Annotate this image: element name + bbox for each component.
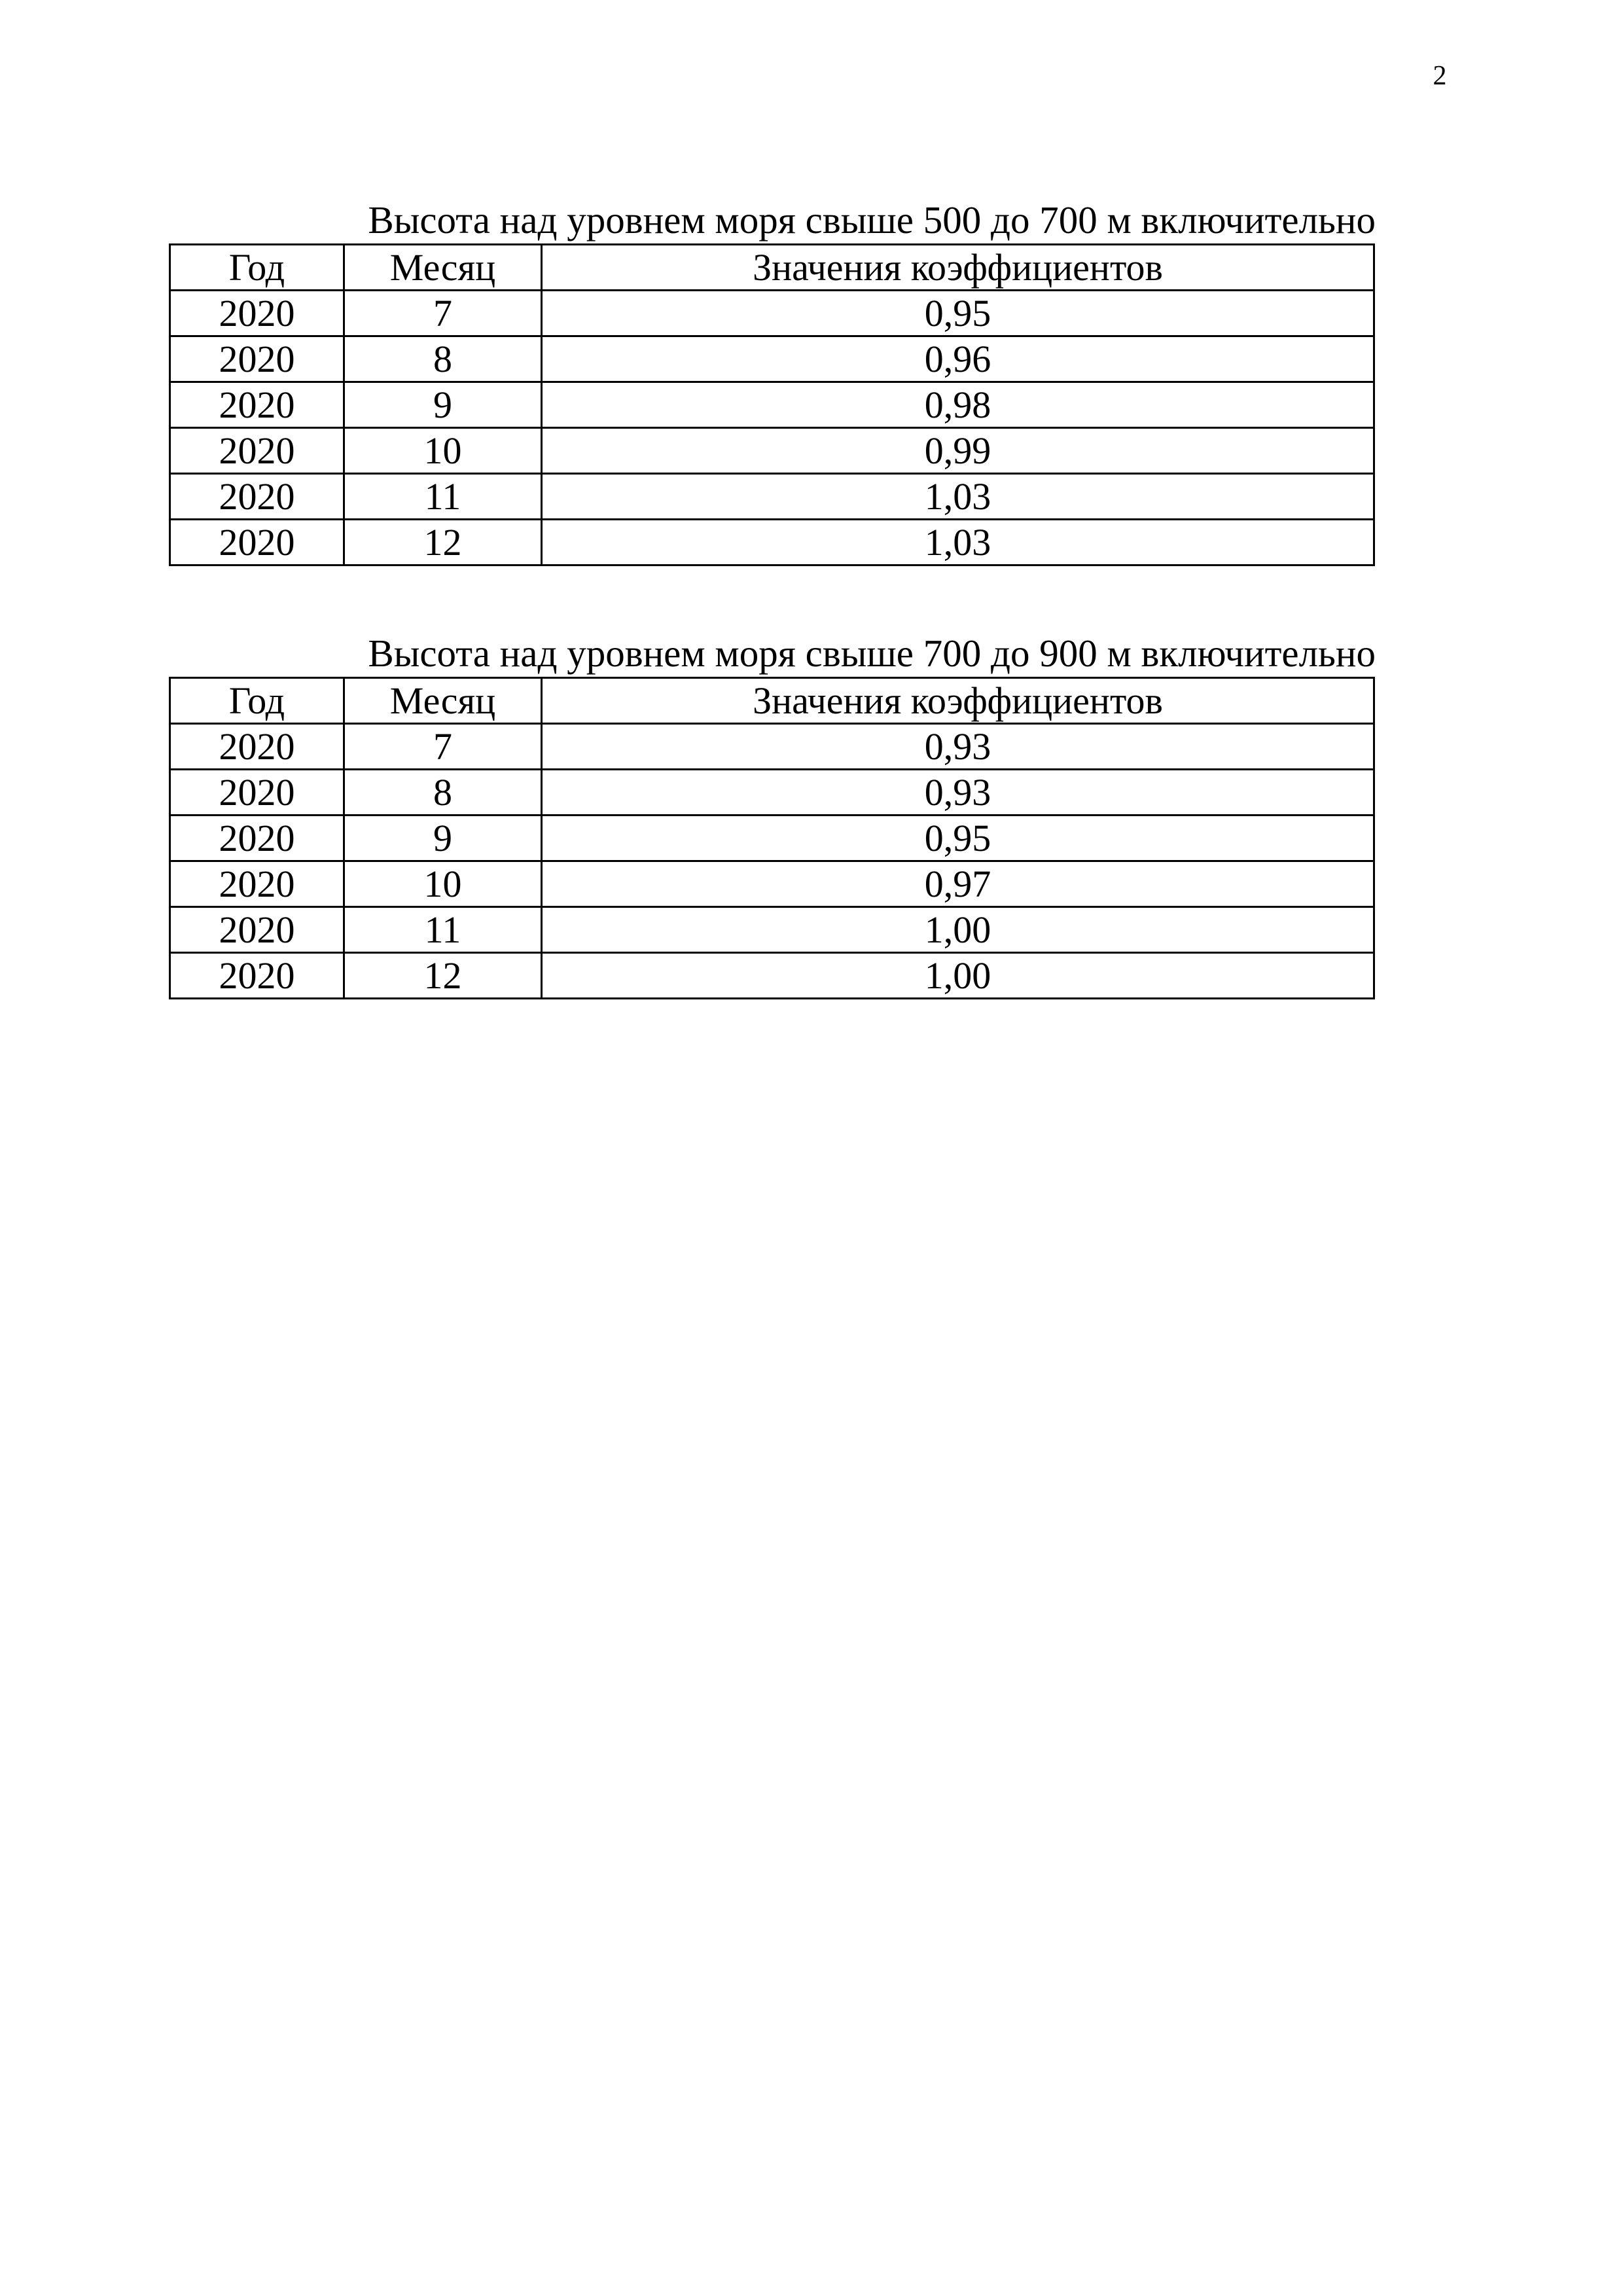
- cell-year: 2020: [170, 724, 344, 770]
- table-row: [170, 907, 1374, 953]
- cell-month: 9: [344, 382, 542, 428]
- coefficient-table-section-500-700: [169, 196, 1376, 566]
- table-row: [170, 861, 1374, 907]
- cell-year: 2020: [170, 907, 344, 953]
- cell-month: 10: [344, 428, 542, 474]
- cell-coefficient: 1,00: [542, 907, 1374, 953]
- cell-coefficient: 1,00: [542, 953, 1374, 999]
- cell-year: 2020: [170, 474, 344, 520]
- cell-year: 2020: [170, 770, 344, 816]
- cell-coefficient: 0,93: [542, 724, 1374, 770]
- cell-month: 11: [344, 474, 542, 520]
- table-row: [170, 291, 1374, 336]
- cell-month: 7: [344, 724, 542, 770]
- coefficient-table: [169, 243, 1375, 566]
- table-caption: Высота над уровнем моря свыше 700 до 900 м включительно: [368, 632, 1376, 675]
- cell-month: 12: [344, 953, 542, 999]
- cell-coefficient: 0,97: [542, 861, 1374, 907]
- table-header-row: [170, 245, 1374, 291]
- cell-coefficient: 0,95: [542, 291, 1374, 336]
- column-header-month: Месяц: [344, 678, 542, 724]
- column-header-year: Год: [170, 678, 344, 724]
- cell-coefficient: 1,03: [542, 520, 1374, 565]
- cell-year: 2020: [170, 336, 344, 382]
- cell-year: 2020: [170, 428, 344, 474]
- table-row: [170, 520, 1374, 565]
- column-header-month: Месяц: [344, 245, 542, 291]
- table-header-row: [170, 678, 1374, 724]
- cell-month: 12: [344, 520, 542, 565]
- cell-month: 8: [344, 770, 542, 816]
- page-number: 2: [1433, 61, 1447, 91]
- coefficient-table: [169, 677, 1375, 999]
- table-row: [170, 474, 1374, 520]
- column-header-coefficient: Значения коэффициентов: [542, 245, 1374, 291]
- cell-month: 9: [344, 816, 542, 861]
- cell-year: 2020: [170, 953, 344, 999]
- cell-year: 2020: [170, 291, 344, 336]
- column-header-coefficient: Значения коэффициентов: [542, 678, 1374, 724]
- cell-year: 2020: [170, 382, 344, 428]
- table-row: [170, 816, 1374, 861]
- table-row: [170, 953, 1374, 999]
- cell-year: 2020: [170, 520, 344, 565]
- cell-coefficient: 1,03: [542, 474, 1374, 520]
- cell-month: 7: [344, 291, 542, 336]
- cell-coefficient: 0,99: [542, 428, 1374, 474]
- cell-coefficient: 0,98: [542, 382, 1374, 428]
- cell-coefficient: 0,96: [542, 336, 1374, 382]
- table-row: [170, 724, 1374, 770]
- table-row: [170, 336, 1374, 382]
- table-row: [170, 428, 1374, 474]
- table-row: [170, 770, 1374, 816]
- cell-month: 8: [344, 336, 542, 382]
- table-row: [170, 382, 1374, 428]
- cell-month: 11: [344, 907, 542, 953]
- column-header-year: Год: [170, 245, 344, 291]
- cell-month: 10: [344, 861, 542, 907]
- cell-coefficient: 0,95: [542, 816, 1374, 861]
- coefficient-table-section-700-900: [169, 630, 1376, 999]
- cell-coefficient: 0,93: [542, 770, 1374, 816]
- table-caption: Высота над уровнем моря свыше 500 до 700 м включительно: [368, 198, 1376, 242]
- cell-year: 2020: [170, 861, 344, 907]
- cell-year: 2020: [170, 816, 344, 861]
